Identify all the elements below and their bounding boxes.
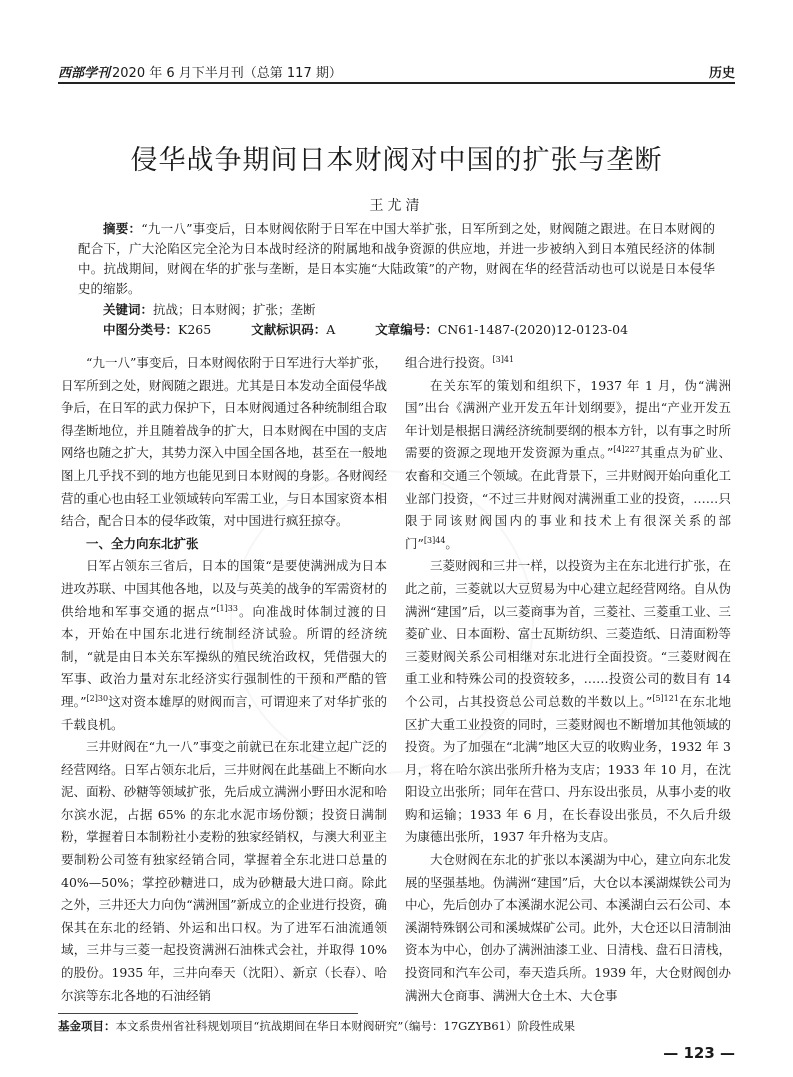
clc-value: K265 [178,322,212,337]
paragraph: 三井财阀在“九一八”事变之前就已在东北建立起广泛的经营网络。日军占领东北后，三井财阀在此基础上不断向水泥、面粉、砂糖等领域扩张，先后成立满洲小野田水泥和哈尔滨水泥，占据 65% 的东北水泥市场份额；投资日满制粉，掌握着日本制粉社小麦粉的独家经销权，与澳大利亚主要制粉公司签有独家经销合同，掌握着全东北进口总量的 40%—50%；掌控砂糖进口，成为砂糖最大进口商。除此之外，三井还大力向伪“满洲国”新成立的企业进行投资，确保其在东北的经销、外运和出口权。为了进军石油流通领域，三井与三菱一起投资满洲石油株式会社，并取得 10% 的股份。1935 年，三井向奉天（沈阳）、新京（长春）、哈尔滨等东北各地的石油经销 [61,739,387,1003]
section-heading: 一、全力向东北扩张 [86,535,199,551]
page-number: — 123 — [663,1044,735,1062]
running-header [58,60,735,84]
left-column [61,352,387,1007]
article-id-value: CN61-1487-(2020)12-0123-04 [437,322,629,337]
journal-info [58,62,342,81]
article-id-label: 文章编号： [375,322,438,337]
citation-ref: [4]227 [613,445,640,455]
citation-ref: [2]30 [86,693,109,703]
author-name: 王尤清 [369,198,424,214]
abstract-text: “九一八”事变后，日本财阀依附于日军在中国大举扩张，日军所到之处，财阀随之跟进。在日本财阀的配合下，广大沦陷区完全沦为日本战时经济的附属地和战争资源的供应地，并进一步被纳入到日本殖民经济的体制中。抗战期间，财阀在华的扩张与垄断，是日本实施“大陆政策”的产物，财阀在华的经营活动也可以说是日本侵华史的缩影。 [78,221,715,296]
paragraph: 组合进行投资。$^{[3]41}$ [405,354,515,370]
funding-label: 基金项目： [58,1019,116,1033]
header-rule [58,82,735,84]
doc-code-value: A [326,322,336,337]
paragraph: 三菱财阀和三井一样，以投资为主在东北进行扩张，在此之前，三菱就以大豆贸易为中心建立起经营网络。自从伪满洲“建国”后，以三菱商事为首，三菱社、三菱重工业、三菱矿业、日本面粉、富士瓦斯纺织、三菱造纸、日清面粉等三菱财阀关系公司相继对东北进行全面投资。“三菱财阀在重工业和特殊公司的投资较多，……投资公司的数目有 14 个公司，占其投资总公司总数的半数以上。”$^{[5]121}$在东北地区扩大重工业投资的同时，三菱财阀也不断增加其他领域的投资。为了加强在“北满”地区大豆的收购业务，1932 年 3 月，将在哈尔滨出张所升格为支店；1933 年 10 月，在沈阳设立出张所；同年在营口、丹东设出张员，从事小麦的收购和运输；1933 年 6 月，在长春设出张员，不久后升级为康德出张所，1937 年升格为支店。 [405,558,731,845]
right-column [405,352,731,1007]
keywords [78,300,715,320]
section-label: 历史 [708,66,735,81]
doc-code-label: 文献标识码： [251,322,327,337]
footnote-rule [58,1013,358,1014]
keywords-label: 关键词： [103,302,154,317]
funding-text: 本文系贵州省社科规划项目“抗战期间在华日本财阀研究”（编号：17GZYB61）阶段性成果 [115,1019,575,1033]
paragraph: “九一八”事变后，日本财阀依附于日军进行大举扩张，日军所到之处，财阀随之跟进。尤其是日本发动全面侵华战争后，在日军的武力保护下，日本财阀通过各种统制组合取得垄断地位，并且随着战争的扩大，日本财阀在中国的支店网络也随之扩大，其势力深入中国全国各地，甚至在一般地图上几乎找不到的地方也能见到日本财阀的身影。各财阀经营的重心也由轻工业领域转向军需工业，与日本国家资本相结合，配合日本的侵华政策，对中国进行疯狂掠夺。 [61,355,387,529]
abstract-label: 摘要： [103,221,142,236]
article-title: 侵华战争期间日本财阀对中国的扩张与垄断 [130,145,663,176]
issue-info: 2020 年 6 月下半月刊（总第 117 期） [112,66,342,81]
citation-ref: [5]121 [652,693,679,703]
abstract [78,219,715,299]
citation-ref: [3]41 [492,354,515,364]
paragraph: 大仓财阀在东北的扩张以本溪湖为中心，建立向东北发展的坚强基地。伪满洲“建国”后，大仓以本溪湖煤铁公司为中心，先后创办了本溪湖水泥公司、本溪湖白云石公司、本溪湖特殊钢公司和溪城煤矿公司。此外，大仓还以日清制油资本为中心，创办了满洲油漆工业、日清栈、盘石日清栈，投资同和汽车公司，奉天造兵所。1939 年，大仓财阀创办满洲大仓商事、满洲大仓土木、大仓事 [405,852,731,1003]
funding-note [58,1018,735,1034]
paragraph: 日军占领东三省后，日本的国策“是要使满洲成为日本进攻苏联、中国其他各地，以及与英美的战争的军需资材的供给地和军事交通的据点”$^{[1]33}$。向准战时体制过渡的日本，开始在中国东北进行统制经济试验。所谓的经济统制，“就是由日本关东军操纵的殖民统治政权，凭借强大的军事、政治力量对东北经济实行强制性的干预和严酷的管理。”$^{[2]30}$这对资本雄厚的财阀而言，可谓迎来了对华扩张的千载良机。 [61,558,387,732]
clc-label: 中图分类号： [103,322,179,337]
paragraph: 在关东军的策划和组织下，1937 年 1 月，伪“满洲国”出台《满洲产业开发五年计划纲要》，提出“产业开发五年计划是根据日满经济统制要纲的根本方针，以有事之时所需要的资源之现地开发资源为重点。”$^{[4]227}$其重点为矿业、农畜和交通三个领域。在此背景下，三井财阀开始向重化工业部门投资，“不过三井财阀对满洲重工业的投资，……只限于同该财阀国内的事业和技术上有很深关系的部门”$^{[3]44}$。 [405,377,731,551]
keywords-text: 抗战；日本财阀；扩张；垄断 [153,302,316,317]
classification-line [78,320,715,340]
journal-logo: 西部学刊 [58,66,111,81]
citation-ref: [3]44 [423,535,446,545]
citation-ref: [1]33 [216,603,238,613]
